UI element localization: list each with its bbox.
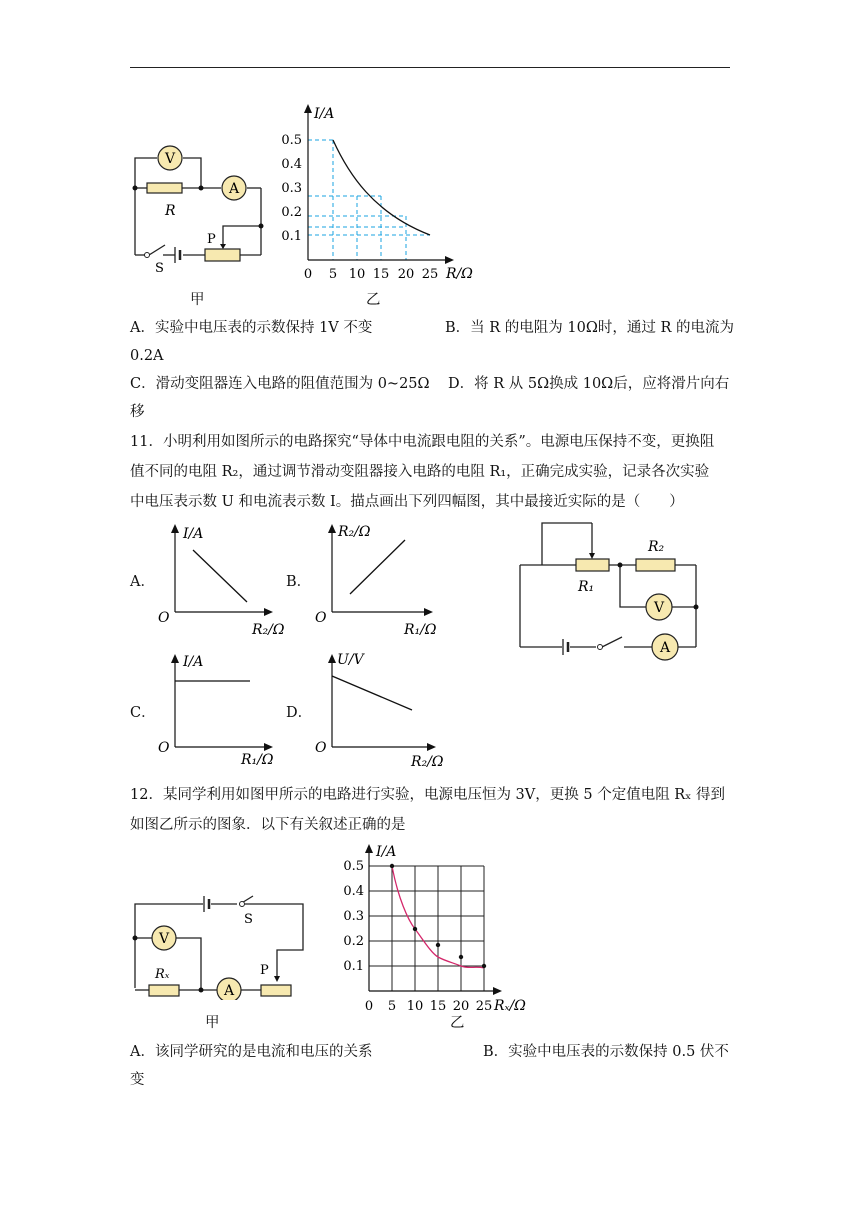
q12-caption-jia: 甲 — [205, 1015, 220, 1031]
q11-voltmeter — [646, 594, 672, 620]
q11-a-y-label: I/A — [183, 526, 204, 542]
q12-ytick: 0.1 — [343, 959, 364, 974]
q11-b-y-label: R₂/Ω — [338, 524, 371, 540]
q12-xtick: 0 — [364, 999, 374, 1014]
q10-option-a: A．实验中电压表的示数保持 1V 不变 — [130, 320, 373, 336]
q10-ammeter — [222, 176, 246, 200]
q12-rheostat — [261, 985, 291, 996]
q10-resistor-r — [147, 183, 182, 193]
q10-xtick: 5 — [328, 267, 338, 282]
q12-label-rx: Rₓ — [155, 967, 170, 982]
q12-x-axis-label: Rₓ/Ω — [494, 998, 526, 1014]
q10-graph — [278, 98, 478, 284]
q10-label-s: S — [155, 261, 164, 275]
q10-option-b: B．当 R 的电阻为 10Ω时，通过 R 的电流为 — [445, 320, 735, 336]
q11-b-origin: O — [315, 610, 327, 626]
q10-caption-jia: 甲 — [190, 292, 205, 308]
q10-option-d: D．将 R 从 5Ω换成 10Ω后，应将滑片向右 — [448, 376, 730, 392]
q11-d-x-label: R₂/Ω — [411, 754, 444, 770]
svg-text:V: V — [653, 600, 665, 616]
q11-a-x-label: R₂/Ω — [252, 622, 285, 638]
q12-y-axis-label: I/A — [376, 844, 397, 860]
q10-xtick: 0 — [303, 267, 313, 282]
q11-option-b-label: B． — [286, 574, 312, 590]
q11-c-origin: O — [158, 740, 170, 756]
q11-stem-line3: 中电压表示数 U 和电流表示数 I。描点画出下列四幅图，其中最接近实际的是（ ） — [130, 494, 684, 510]
q11-graph-b — [312, 518, 452, 640]
q11-option-d-label: D． — [286, 705, 313, 721]
q12-ammeter — [217, 978, 241, 1000]
q12-xtick: 25 — [475, 999, 493, 1014]
q11-graph-c — [155, 648, 290, 770]
q11-rheostat-r1 — [576, 559, 609, 571]
q10-ytick: 0.3 — [281, 181, 302, 196]
q11-circuit-diagram — [510, 515, 710, 665]
q12-ytick: 0.5 — [343, 859, 364, 874]
q11-label-r2: R₂ — [648, 539, 665, 555]
q10-xtick: 10 — [348, 267, 366, 282]
q12-xtick: 15 — [429, 999, 447, 1014]
q11-resistor-r2 — [636, 559, 675, 571]
q10-ytick: 0.1 — [281, 229, 302, 244]
q12-label-p: P — [260, 963, 269, 978]
svg-text:V: V — [164, 151, 176, 167]
q12-option-b: B．实验中电压表的示数保持 0.5 伏不 — [483, 1044, 729, 1060]
q12-ytick: 0.2 — [343, 934, 364, 949]
svg-text:A: A — [659, 640, 671, 656]
q12-label-s: S — [244, 912, 253, 927]
q11-stem-line1: 11．小明利用如图所示的电路探究“导体中电流跟电阻的关系”。电源电压保持不变，更换阻 — [130, 434, 715, 450]
q10-y-axis-label: I/A — [314, 106, 335, 122]
svg-text:A: A — [228, 181, 240, 197]
q10-rheostat — [205, 249, 240, 261]
svg-text:V: V — [158, 931, 170, 947]
q10-option-d-cont: 移 — [130, 404, 145, 420]
q11-a-origin: O — [158, 610, 170, 626]
q10-label-r: R — [165, 203, 176, 219]
q11-graph-a — [155, 518, 290, 640]
q12-stem-line2: 如图乙所示的图象．以下有关叙述正确的是 — [130, 817, 406, 833]
q12-option-a: A．该同学研究的是电流和电压的关系 — [130, 1044, 373, 1060]
q10-option-b-cont: 0.2A — [130, 348, 164, 364]
q12-caption-yi: 乙 — [450, 1015, 465, 1031]
q10-label-p: P — [207, 232, 216, 247]
q11-ammeter — [652, 634, 678, 660]
q11-c-x-label: R₁/Ω — [241, 752, 274, 768]
q12-ytick: 0.4 — [343, 884, 364, 899]
q10-ytick: 0.5 — [281, 133, 302, 148]
q12-xtick: 20 — [452, 999, 470, 1014]
q12-option-b-cont: 变 — [130, 1072, 145, 1088]
q10-x-axis-label: R/Ω — [446, 266, 473, 282]
svg-text:A: A — [223, 983, 235, 999]
q11-b-x-label: R₁/Ω — [404, 622, 437, 638]
q12-stem-line1: 12．某同学利用如图甲所示的电路进行实验，电源电压恒为 3V，更换 5 个定值电阻 Rₓ 得到 — [130, 787, 725, 803]
q10-voltmeter — [158, 146, 182, 170]
q11-d-origin: O — [315, 740, 327, 756]
q10-ytick: 0.2 — [281, 205, 302, 220]
q12-graph — [336, 838, 536, 1018]
q12-voltmeter — [152, 926, 176, 950]
q10-caption-yi: 乙 — [366, 292, 381, 308]
q11-c-y-label: I/A — [183, 654, 204, 670]
q12-xtick: 5 — [387, 999, 397, 1014]
q10-xtick: 25 — [421, 267, 439, 282]
q10-ytick: 0.4 — [281, 157, 302, 172]
q11-label-r1: R₁ — [578, 579, 595, 595]
q11-option-c-label: C． — [130, 705, 156, 721]
q10-xtick: 20 — [397, 267, 415, 282]
header-rule — [130, 67, 730, 68]
q10-option-c: C．滑动变阻器连入电路的阻值范围为 0~25Ω — [130, 376, 430, 392]
q12-xtick: 10 — [406, 999, 424, 1014]
q10-circuit-diagram — [125, 140, 275, 275]
q12-circuit-diagram — [125, 888, 310, 1000]
q12-resistor-rx — [149, 985, 179, 996]
q11-d-y-label: U/V — [337, 652, 364, 668]
q11-graph-d — [312, 648, 452, 772]
q11-stem-line2: 值不同的电阻 R₂，通过调节滑动变阻器接入电路的电阻 R₁，正确完成实验，记录各次实验 — [130, 464, 710, 480]
q10-xtick: 15 — [372, 267, 390, 282]
q11-option-a-label: A． — [130, 574, 155, 590]
q12-ytick: 0.3 — [343, 909, 364, 924]
